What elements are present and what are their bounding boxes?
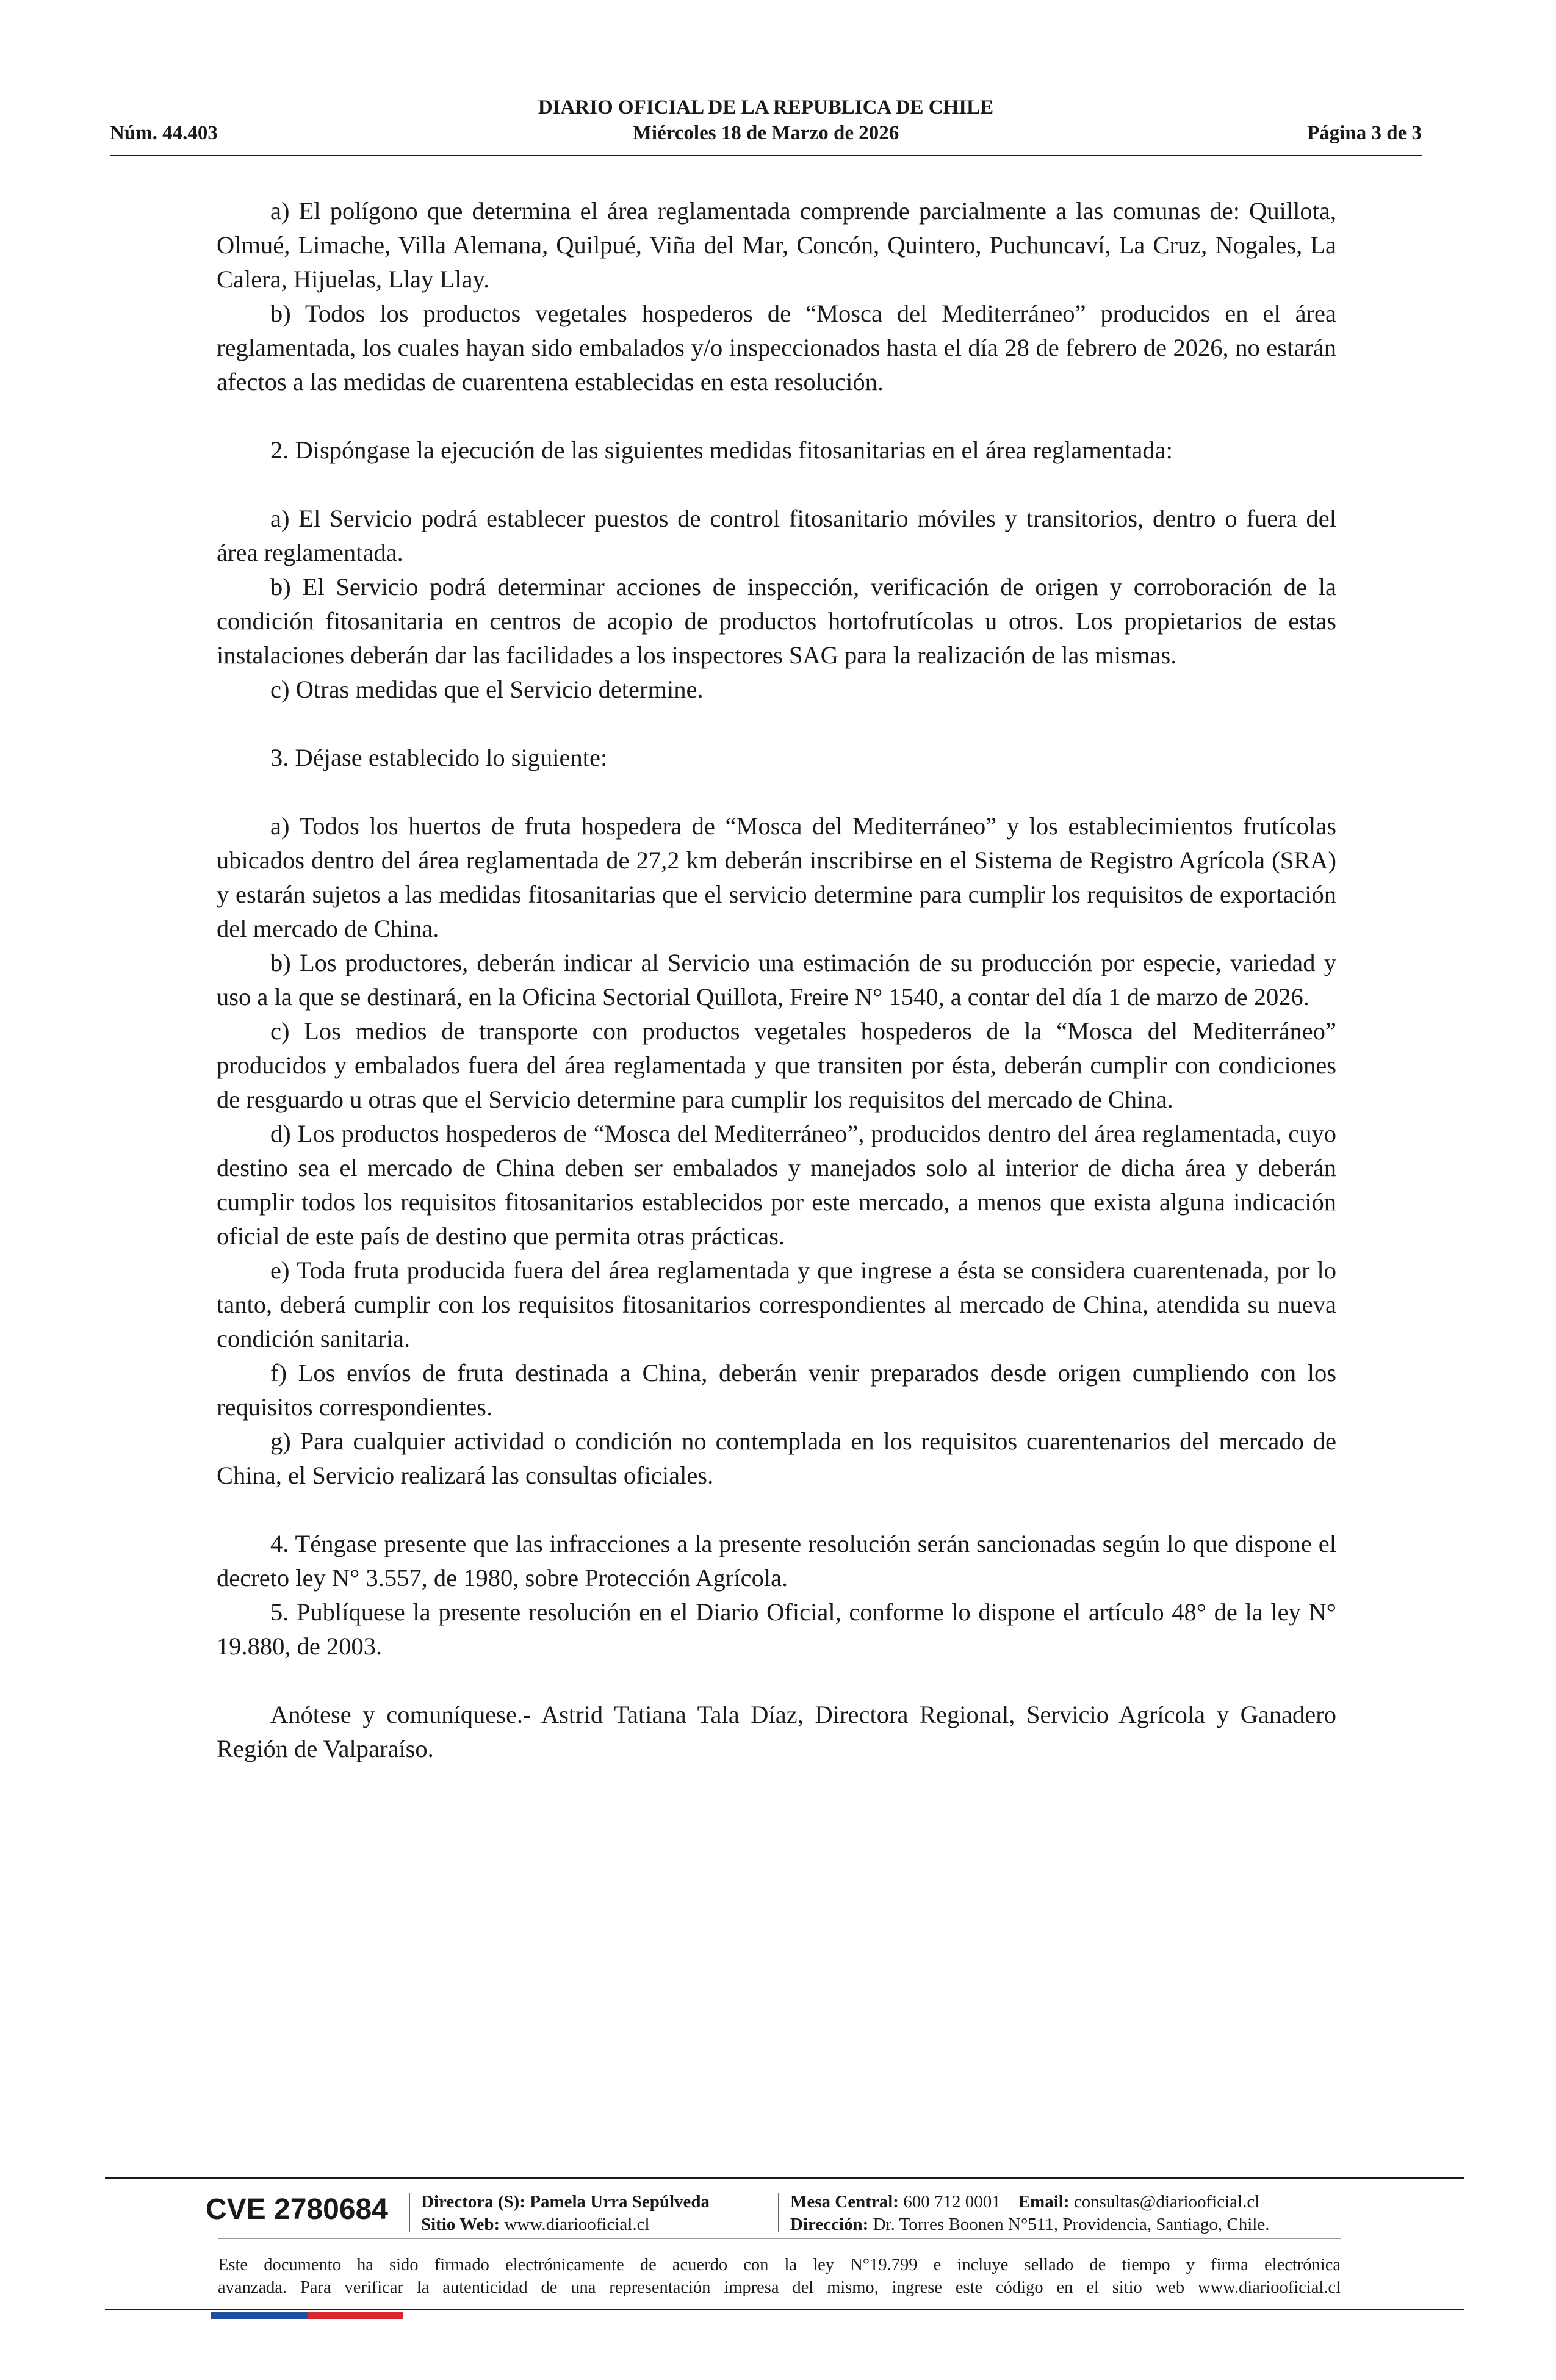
footer-bottom-rule: [105, 2309, 1464, 2310]
header-divider: [110, 155, 1422, 156]
section-3-heading: 3. Déjase establecido lo siguiente:: [270, 744, 608, 771]
footer-separator: [409, 2193, 410, 2232]
paragraph-3e: e) Toda fruta producida fuera del área reglamentada y que ingrese a ésta se considera cuarentenada, por lo tanto, deberá cumplir con los requisitos fitosanitarios correspondientes al mercado de China, atendida su nueva condición sanitaria.: [217, 1257, 1336, 1352]
address-label: Dirección:: [790, 2215, 869, 2234]
footer-contact-block: [790, 2191, 1269, 2236]
cve-code: CVE 2780684: [206, 2193, 388, 2226]
paragraph-4: 4. Téngase presente que las infracciones a la presente resolución serán sancionadas según lo que dispone el decreto ley N° 3.557, de 1980, sobre Protección Agrícola.: [217, 1530, 1336, 1592]
flag-stripe-red: [308, 2312, 403, 2319]
website-link[interactable]: www.diariooficial.cl: [504, 2215, 650, 2234]
paragraph-5: 5. Publíquese la presente resolución en el Diario Oficial, conforme lo dispone el artículo 48° de la ley N° 19.880, de 2003.: [217, 1598, 1336, 1660]
issue-date: Miércoles 18 de Marzo de 2026: [632, 122, 899, 144]
director-label: Directora (S):: [421, 2192, 525, 2212]
paragraph-2c: c) Otras medidas que el Servicio determine.: [270, 676, 704, 703]
newspaper-title: DIARIO OFICIAL DE LA REPUBLICA DE CHILE: [538, 96, 994, 118]
director-name: Pamela Urra Sepúlveda: [530, 2192, 710, 2212]
paragraph-3a: a) Todos los huertos de fruta hospedera de “Mosca del Mediterráneo” y los establecimientos frutícolas ubicados dentro del área reglamentada de 27,2 km deberán inscribirse en el Sistema de Registro Agrícola (SRA) y estarán sujetos a las medidas fitosanitarias que el servicio determine para cumplir los requisitos de exportación del mercado de China.: [217, 812, 1336, 942]
resolution-body: [217, 194, 1336, 1766]
footer-director-block: [421, 2191, 710, 2236]
footer-separator: [778, 2193, 779, 2232]
paragraph-2b: b) El Servicio podrá determinar acciones de inspección, verificación de origen y corroboración de la condición fitosanitaria en centros de acopio de productos hortofrutícolas u otros. Los propietarios de estas instalaciones deberán dar las facilidades a los inspectores SAG para la realización de las mismas.: [217, 573, 1336, 669]
legal-line-2: avanzada. Para verificar la autenticidad de una representación impresa del mismo, ingrese este código en el sitio web www.diariooficial.cl: [218, 2278, 1341, 2297]
paragraph-3c: c) Los medios de transporte con productos vegetales hospederos de la “Mosca del Mediterráneo” producidos y embalados fuera del área reglamentada y que transiten por ésta, deberán cumplir con condiciones de resguardo u otras que el Servicio determine para cumplir los requisitos del mercado de China.: [217, 1017, 1336, 1113]
paragraph-3b: b) Los productores, deberán indicar al Servicio una estimación de su producción por especie, variedad y uso a la que se destinará, en la Oficina Sectorial Quillota, Freire N° 1540, a contar del día 1 de marzo de 2026.: [217, 949, 1336, 1011]
paragraph-1a: a) El polígono que determina el área reglamentada comprende parcialmente a las comunas de: Quillota, Olmué, Limache, Villa Alemana, Quilpué, Viña del Mar, Concón, Quintero, Puchuncaví, La Cruz, Nogales, La Calera, Hijuelas, Llay Llay.: [217, 197, 1336, 293]
paragraph-3d: d) Los productos hospederos de “Mosca del Mediterráneo”, producidos dentro del área reglamentada, cuyo destino sea el mercado de China deben ser embalados y manejados solo al interior de dicha área y deberán cumplir todos los requisitos fitosanitarios establecidos por este mercado, a menos que exista alguna indicación oficial de este país de destino que permita otras prácticas.: [217, 1120, 1336, 1250]
closing-signature: Anótese y comuníquese.- Astrid Tatiana Tala Díaz, Directora Regional, Servicio Agrícola y Ganadero Región de Valparaíso.: [217, 1701, 1336, 1762]
paragraph-3g: g) Para cualquier actividad o condición no contemplada en los requisitos cuarentenarios del mercado de China, el Servicio realizará las consultas oficiales.: [217, 1427, 1336, 1489]
footer-top-rule: [105, 2177, 1464, 2179]
flag-stripe-blue: [211, 2312, 308, 2319]
paragraph-1b: b) Todos los productos vegetales hospederos de “Mosca del Mediterráneo” producidos en el área reglamentada, los cuales hayan sido embalados y/o inspeccionados hasta el día 28 de febrero de 2026, no estarán afectos a las medidas de cuarentena establecidas en esta resolución.: [217, 300, 1336, 395]
flag-stripe: [211, 2312, 403, 2319]
website-label: Sitio Web:: [421, 2215, 500, 2234]
paragraph-3f: f) Los envíos de fruta destinada a China, deberán venir preparados desde origen cumpliendo con los requisitos correspondientes.: [217, 1359, 1336, 1421]
email-link[interactable]: consultas@diariooficial.cl: [1073, 2192, 1260, 2212]
email-label: Email:: [1018, 2192, 1070, 2212]
page-indicator: Página 3 de 3: [1307, 122, 1422, 144]
mesa-label: Mesa Central:: [790, 2192, 899, 2212]
issue-number: Núm. 44.403: [110, 122, 218, 144]
paragraph-2a: a) El Servicio podrá establecer puestos de control fitosanitario móviles y transitorios, dentro o fuera del área reglamentada.: [217, 505, 1336, 566]
section-2-heading: 2. Dispóngase la ejecución de las siguientes medidas fitosanitarias en el área reglamentada:: [270, 436, 1173, 464]
footer-mid-rule: [218, 2238, 1341, 2239]
address-value: Dr. Torres Boonen N°511, Providencia, Santiago, Chile.: [873, 2215, 1270, 2234]
legal-line-1: Este documento ha sido firmado electrónicamente de acuerdo con la ley N°19.799 e incluye sellado de tiempo y firma electrónica: [218, 2256, 1341, 2274]
legal-notice: [218, 2254, 1341, 2299]
page-header: [110, 95, 1422, 156]
mesa-phone: 600 712 0001: [903, 2192, 1001, 2212]
